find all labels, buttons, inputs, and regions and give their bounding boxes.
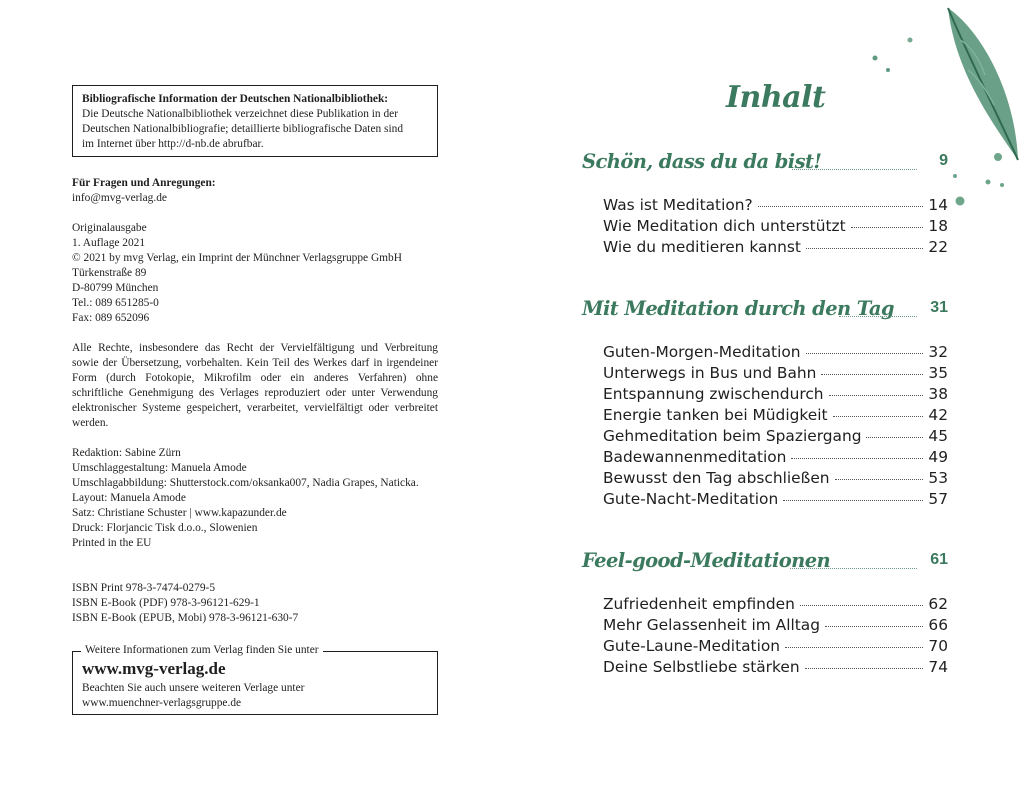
dot-leader [825, 626, 923, 627]
toc-section-heading [582, 297, 950, 329]
entry-page: 74 [928, 658, 948, 676]
publisher-info-line: Beachten Sie auch unsere weiteren Verlage unter [82, 682, 305, 694]
credit-line: Druck: Florjancic Tisk d.o.o., Slowenien [72, 522, 258, 534]
toc-section-heading [582, 549, 950, 581]
biblio-line: Die Deutsche Nationalbibliothek verzeichnet diese Publikation in der [82, 108, 398, 120]
contact-email: info@mvg-verlag.de [72, 192, 167, 204]
toc-entries [603, 594, 948, 678]
dot-leader [790, 568, 917, 569]
publisher-info-legend: Weitere Informationen zum Verlag finden Sie unter [81, 643, 323, 658]
entry-page: 53 [928, 469, 948, 487]
edition-line: Türkenstraße 89 [72, 267, 147, 279]
entry-title: Wie Meditation dich unterstützt [603, 217, 846, 235]
bibliographic-info-box [72, 85, 438, 157]
dot-leader [839, 316, 917, 317]
toc-entry [603, 447, 948, 468]
dot-leader [829, 395, 924, 396]
entry-title: Gehmeditation beim Spaziergang [603, 427, 862, 445]
entry-page: 32 [928, 343, 948, 361]
leaf-decoration-icon [860, 0, 1020, 220]
isbn-line: ISBN Print 978-3-7474-0279-5 [72, 582, 216, 594]
rights-block [72, 341, 438, 431]
section-page: 9 [939, 152, 948, 169]
dot-leader [791, 458, 923, 459]
toc-entry [603, 342, 948, 363]
toc-entries [603, 342, 948, 510]
entry-page: 38 [928, 385, 948, 403]
entry-title: Was ist Meditation? [603, 196, 753, 214]
publisher-url: www.mvg-verlag.de [82, 659, 226, 678]
toc-entry [603, 657, 948, 678]
isbn-line: ISBN E-Book (EPUB, Mobi) 978-3-96121-630-7 [72, 612, 299, 624]
entry-title: Gute-Nacht-Meditation [603, 490, 779, 508]
entry-title: Mehr Gelassenheit im Alltag [603, 616, 820, 634]
dot-leader [866, 437, 923, 438]
dot-leader [835, 479, 924, 480]
entry-page: 42 [928, 406, 948, 424]
isbn-block [72, 581, 438, 626]
toc-entry [603, 468, 948, 489]
edition-line: 1. Auflage 2021 [72, 237, 146, 249]
contact-block [72, 176, 438, 206]
dot-leader [758, 206, 924, 207]
dot-leader [792, 169, 917, 170]
credit-line: Redaktion: Sabine Zürn [72, 447, 181, 459]
biblio-line: Deutschen Nationalbibliografie; detaillierte bibliografische Daten sind [82, 123, 404, 135]
edition-line: Originalausgabe [72, 222, 147, 234]
dot-leader [800, 605, 924, 606]
toc-entry [603, 363, 948, 384]
dot-leader [806, 353, 924, 354]
toc-entry [603, 405, 948, 426]
edition-line: Tel.: 089 651285-0 [72, 297, 159, 309]
entry-page: 57 [928, 490, 948, 508]
toc-entry [603, 384, 948, 405]
dot-leader [806, 248, 923, 249]
entry-title: Deine Selbstliebe stärken [603, 658, 800, 676]
rights-text: Alle Rechte, insbesondere das Recht der Vervielfältigung und Verbreitung sowie der Übersetzung, vorbehalten. Kein Teil des Werkes darf in irgendeiner Form (durch Fotokopie, Mikrofilm oder ein anderes Verfahren) ohne schriftliche Genehmigung des Verlages reproduziert oder unter Verwendung elektronischer Systeme gespeichert, verarbeitet, vervielfältigt oder verbreitet werden. [72, 342, 438, 429]
entry-page: 45 [928, 427, 948, 445]
toc-entry [603, 489, 948, 510]
toc-section-heading [582, 150, 950, 182]
isbn-line: ISBN E-Book (PDF) 978-3-96121-629-1 [72, 597, 260, 609]
section-page: 61 [930, 551, 948, 568]
toc-title: Inhalt [726, 80, 826, 115]
section-page: 31 [930, 299, 948, 316]
entry-title: Badewannenmeditation [603, 448, 787, 466]
entry-page: 49 [928, 448, 948, 466]
toc-entry [603, 237, 948, 258]
dot-leader [783, 500, 923, 501]
dot-leader [851, 227, 924, 228]
entry-title: Gute-Laune-Meditation [603, 637, 781, 655]
entry-page: 66 [928, 616, 948, 634]
entry-title: Bewusst den Tag abschließen [603, 469, 830, 487]
publisher-group-url: www.muenchner-verlagsgruppe.de [82, 697, 242, 709]
section-title: Feel-good-Meditationen [582, 549, 831, 572]
toc-entry [603, 216, 948, 237]
dot-leader [833, 416, 924, 417]
entry-page: 62 [928, 595, 948, 613]
biblio-line: im Internet über http://d-nb.de abrufbar. [82, 138, 264, 150]
toc-entry [603, 615, 948, 636]
toc-entries [603, 195, 948, 258]
edition-line: © 2021 by mvg Verlag, ein Imprint der Münchner Verlagsgruppe GmbH [72, 252, 402, 264]
toc-entry [603, 636, 948, 657]
credit-line: Umschlagabbildung: Shutterstock.com/oksanka007, Nadia Grapes, Naticka. [72, 477, 419, 489]
biblio-title: Bibliografische Information der Deutschen Nationalbibliothek: [82, 93, 389, 105]
edition-line: Fax: 089 652096 [72, 312, 150, 324]
contact-heading: Für Fragen und Anregungen: [72, 177, 216, 189]
entry-page: 18 [928, 217, 948, 235]
entry-page: 14 [928, 196, 948, 214]
publisher-info-box [72, 644, 438, 715]
entry-title: Unterwegs in Bus und Bahn [603, 364, 817, 382]
section-title: Schön, dass du da bist! [582, 150, 822, 173]
credit-line: Umschlaggestaltung: Manuela Amode [72, 462, 247, 474]
credit-line: Satz: Christiane Schuster | www.kapazunder.de [72, 507, 287, 519]
entry-page: 70 [928, 637, 948, 655]
dot-leader [805, 668, 924, 669]
section-title: Mit Meditation durch den Tag [582, 297, 894, 320]
toc-entry [603, 426, 948, 447]
edition-line: D-80799 München [72, 282, 159, 294]
dot-leader [785, 647, 923, 648]
entry-title: Zufriedenheit empfinden [603, 595, 795, 613]
toc-entry [603, 195, 948, 216]
credit-line: Printed in the EU [72, 537, 152, 549]
toc-entry [603, 594, 948, 615]
edition-block [72, 221, 438, 326]
credit-line: Layout: Manuela Amode [72, 492, 186, 504]
entry-title: Guten-Morgen-Meditation [603, 343, 801, 361]
entry-title: Wie du meditieren kannst [603, 238, 801, 256]
entry-title: Energie tanken bei Müdigkeit [603, 406, 828, 424]
credits-block [72, 446, 438, 551]
dot-leader [821, 374, 923, 375]
entry-page: 35 [928, 364, 948, 382]
entry-page: 22 [928, 238, 948, 256]
entry-title: Entspannung zwischendurch [603, 385, 824, 403]
